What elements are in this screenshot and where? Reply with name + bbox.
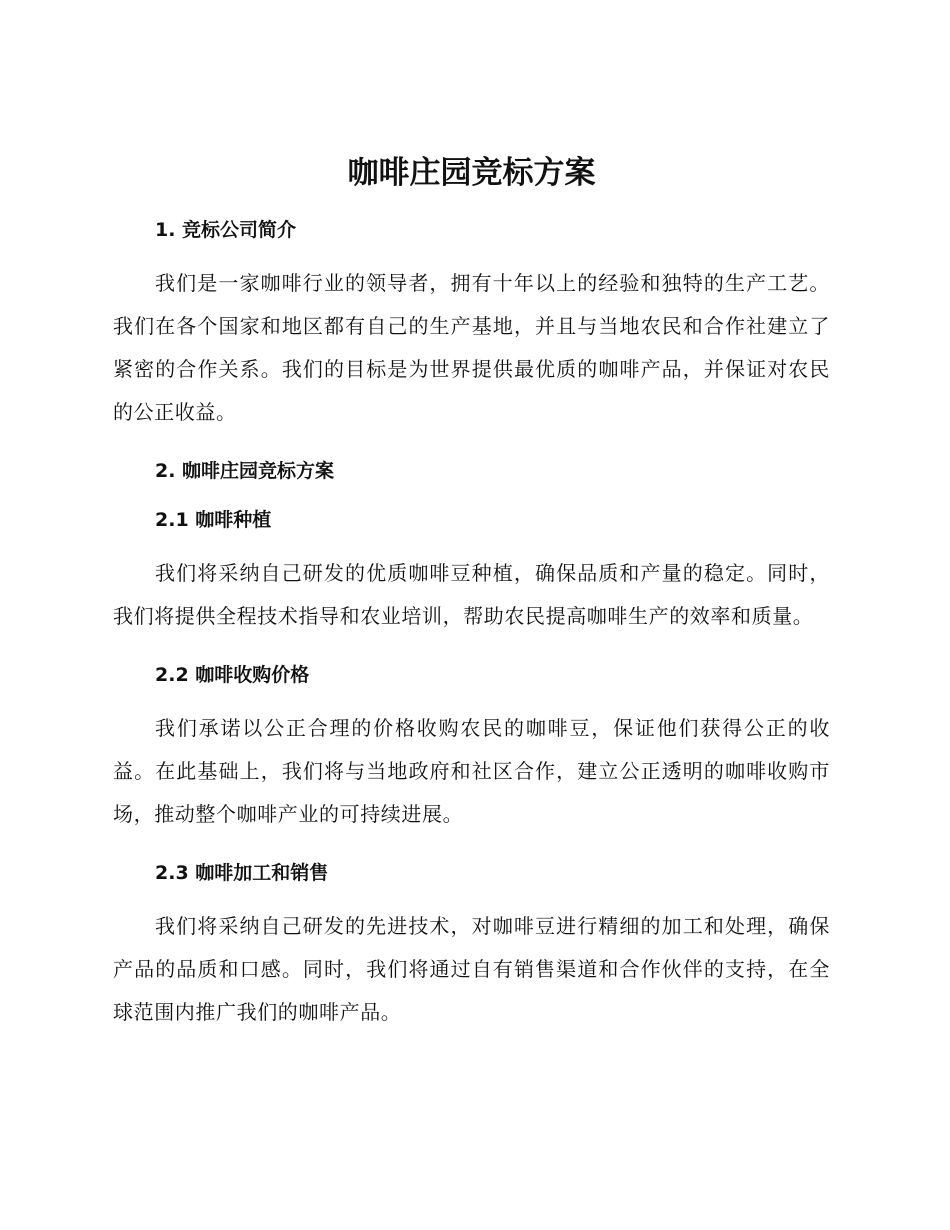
section-heading-planting: 2.1 咖啡种植 xyxy=(155,509,272,531)
section-heading-purchase-price: 2.2 咖啡收购价格 xyxy=(155,664,310,686)
section-paragraph-purchase-price: 我们承诺以公正合理的价格收购农民的咖啡豆，保证他们获得公正的收益。在此基础上，我们将与当地政府和社区合作，建立公正透明的咖啡收购市场，推动整个咖啡产业的可持续进展。 xyxy=(113,716,830,826)
section-paragraph-processing-sales: 我们将采纳自己研发的先进技术，对咖啡豆进行精细的加工和处理，确保产品的品质和口感。同时，我们将通过自有销售渠道和合作伙伴的支持，在全球范围内推广我们的咖啡产品。 xyxy=(113,914,830,1024)
section-paragraph-company-intro: 我们是一家咖啡行业的领导者，拥有十年以上的经验和独特的生产工艺。我们在各个国家和地区都有自己的生产基地，并且与当地农民和合作社建立了紧密的合作关系。我们的目标是为世界提供最优质的咖啡产品，并保证对农民的公正收益。 xyxy=(113,271,830,424)
section-heading-processing-sales: 2.3 咖啡加工和销售 xyxy=(155,862,329,884)
section-heading-bid-plan: 2. 咖啡庄园竞标方案 xyxy=(155,460,335,482)
section-paragraph-planting: 我们将采纳自己研发的优质咖啡豆种植，确保品质和产量的稳定。同时，我们将提供全程技术指导和农业培训，帮助农民提高咖啡生产的效率和质量。 xyxy=(113,561,830,628)
document-title: 咖啡庄园竞标方案 xyxy=(347,155,596,191)
section-heading-company-intro: 1. 竞标公司简介 xyxy=(155,219,297,241)
